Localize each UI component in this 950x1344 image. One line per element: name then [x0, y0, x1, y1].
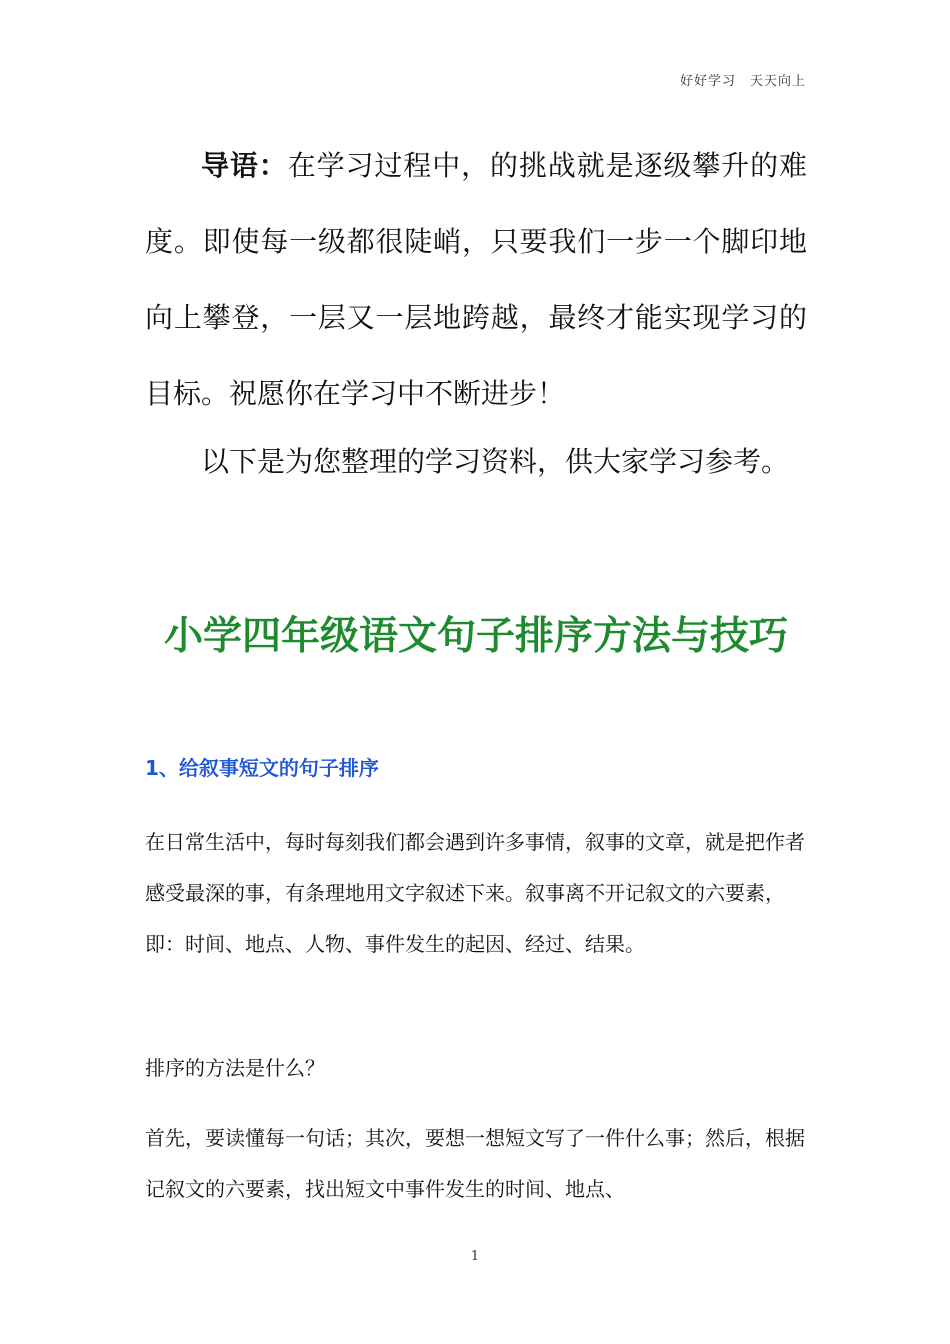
body-paragraph-2: 排序的方法是什么？	[145, 1056, 325, 1080]
page-number: 1	[470, 1249, 480, 1264]
body-paragraph-3: 首先，要读懂每一句话；其次，要想一想短文写了一件什么事；然后，根据记叙文的六要素，找出短文中事件发生的时间、地点、	[145, 1126, 805, 1201]
header-motto: 好好学习 天天向上	[679, 74, 806, 89]
section-heading: 1、给叙事短文的句子排序	[145, 756, 379, 780]
intro-second-paragraph: 以下是为您整理的学习资料，供大家学习参考。	[201, 445, 790, 478]
document-title: 小学四年级语文句子排序方法与技巧	[163, 614, 788, 659]
intro-section	[145, 128, 807, 500]
intro-lead-label: 导语：	[201, 149, 288, 182]
body-paragraph-1: 在日常生活中，每时每刻我们都会遇到许多事情，叙事的文章，就是把作者感受最深的事，有条理地用文字叙述下来。叙事离不开记叙文的六要素，即：时间、地点、人物、事件发生的起因、经过、结果。	[145, 830, 805, 956]
intro-paragraph	[145, 128, 807, 432]
intro-lead-text: 在学习过程中，的挑战就是逐级攀升的难度。即使每一级都很陡峭，只要我们一步一个脚印地向上攀登，一层又一层地跨越，最终才能实现学习的目标。祝愿你在学习中不断进步！	[145, 149, 807, 410]
